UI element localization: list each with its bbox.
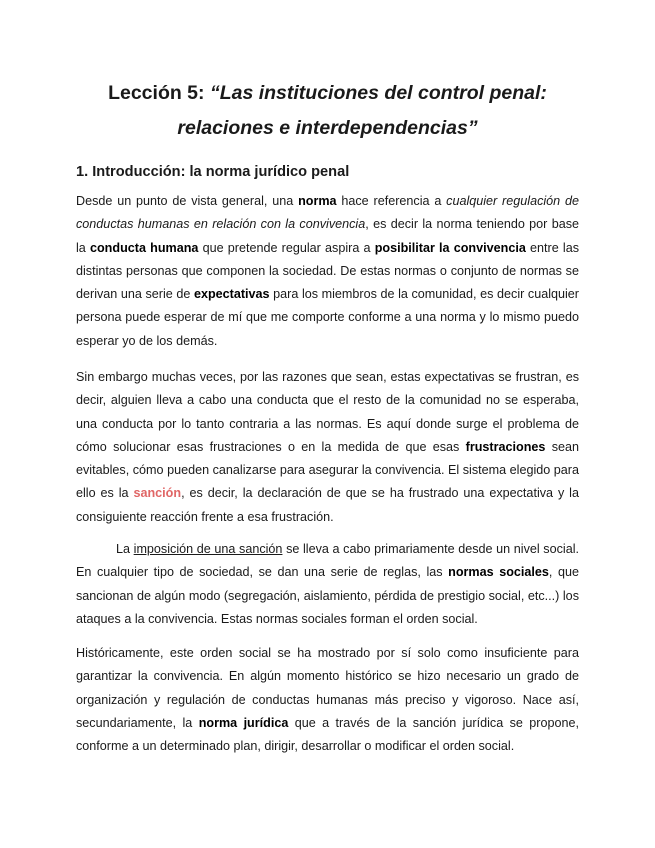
term-norma-juridica: norma jurídica (198, 715, 289, 730)
section-heading: 1. Introducción: la norma jurídico penal (76, 164, 350, 180)
text-segment: Históricamente, este orden social se ha mostrado por sí solo como insuficiente para garantizar la convivencia. En algún momento histórico se hizo necesario un grado de organización y regulación de conductas humanas más preciso y vigoroso. Nace así, secundariamente, la (76, 646, 579, 730)
text-segment: para los miembros de la comunidad, es decir cualquier persona puede esperar de mí que me comporte conforme a una norma y lo mismo puedo esperar yo de los demás. (76, 287, 580, 348)
definition-italic: cualquier regulación de conductas humanas en relación con la convivencia (76, 194, 579, 232)
term-frustraciones: frustraciones (465, 439, 546, 454)
text-segment: Desde un punto de vista general, una (76, 194, 299, 208)
term-sancion-highlight: sanción (133, 486, 182, 501)
text-segment: se lleva a cabo primariamente desde un nivel social. En cualquier tipo de sociedad, se dan una serie de reglas, las (76, 542, 580, 580)
text-segment: que pretende regular aspira a (198, 240, 375, 255)
text-segment: Sin embargo muchas veces, por las razones que sean, estas expectativas se frustran, es decir, alguien lleva a cabo una conducta que el resto de la comunidad no se esperaba, una conducta por lo tanto contraria a las normas. Es aquí donde surge el problema de cómo solucionar esas frustraciones o en la medida de que esas (76, 370, 579, 454)
term-posibilitar-convivencia: posibilitar la convivencia (374, 240, 526, 255)
title-line-2: relaciones e interdependencias” (177, 117, 478, 139)
term-norma: norma (298, 194, 337, 208)
paragraph-4 (76, 642, 579, 758)
paragraph-2 (76, 366, 579, 529)
lesson-label: Lección 5: (108, 82, 210, 104)
text-segment: La (116, 542, 134, 556)
text-segment: , es decir la norma teniendo por base la (76, 217, 580, 255)
paragraph-3 (76, 538, 579, 631)
text-segment: que a través de la sanción jurídica se propone, conforme a un determinado plan, dirigir, desarrollar o modificar el orden social. (76, 715, 579, 754)
page-title (0, 76, 655, 146)
term-conducta-humana: conducta humana (89, 240, 199, 255)
term-imposicion-sancion: imposición de una sanción (133, 542, 283, 556)
text-segment: , que sancionan de algún modo (segregación, aislamiento, pérdida de prestigio social, etc...) los ataques a la convivencia. Estas normas sociales forman el orden social. (76, 565, 579, 626)
paragraph-1 (76, 190, 579, 353)
text-segment: sean evitables, cómo pueden canalizarse para asegurar la convivencia. El sistema elegido para ello es la (76, 439, 580, 501)
text-segment: hace referencia a (336, 194, 447, 208)
term-normas-sociales: normas sociales (448, 565, 549, 580)
term-expectativas: expectativas (193, 287, 270, 302)
text-segment: entre las distintas personas que componen la sociedad. De estas normas o conjunto de normas se derivan una serie de (76, 240, 579, 302)
text-segment: , es decir, la declaración de que se ha frustrado una expectativa y la consiguiente reacción frente a esa frustración. (76, 486, 579, 524)
title-line-1: “Las instituciones del control penal: (209, 82, 547, 104)
